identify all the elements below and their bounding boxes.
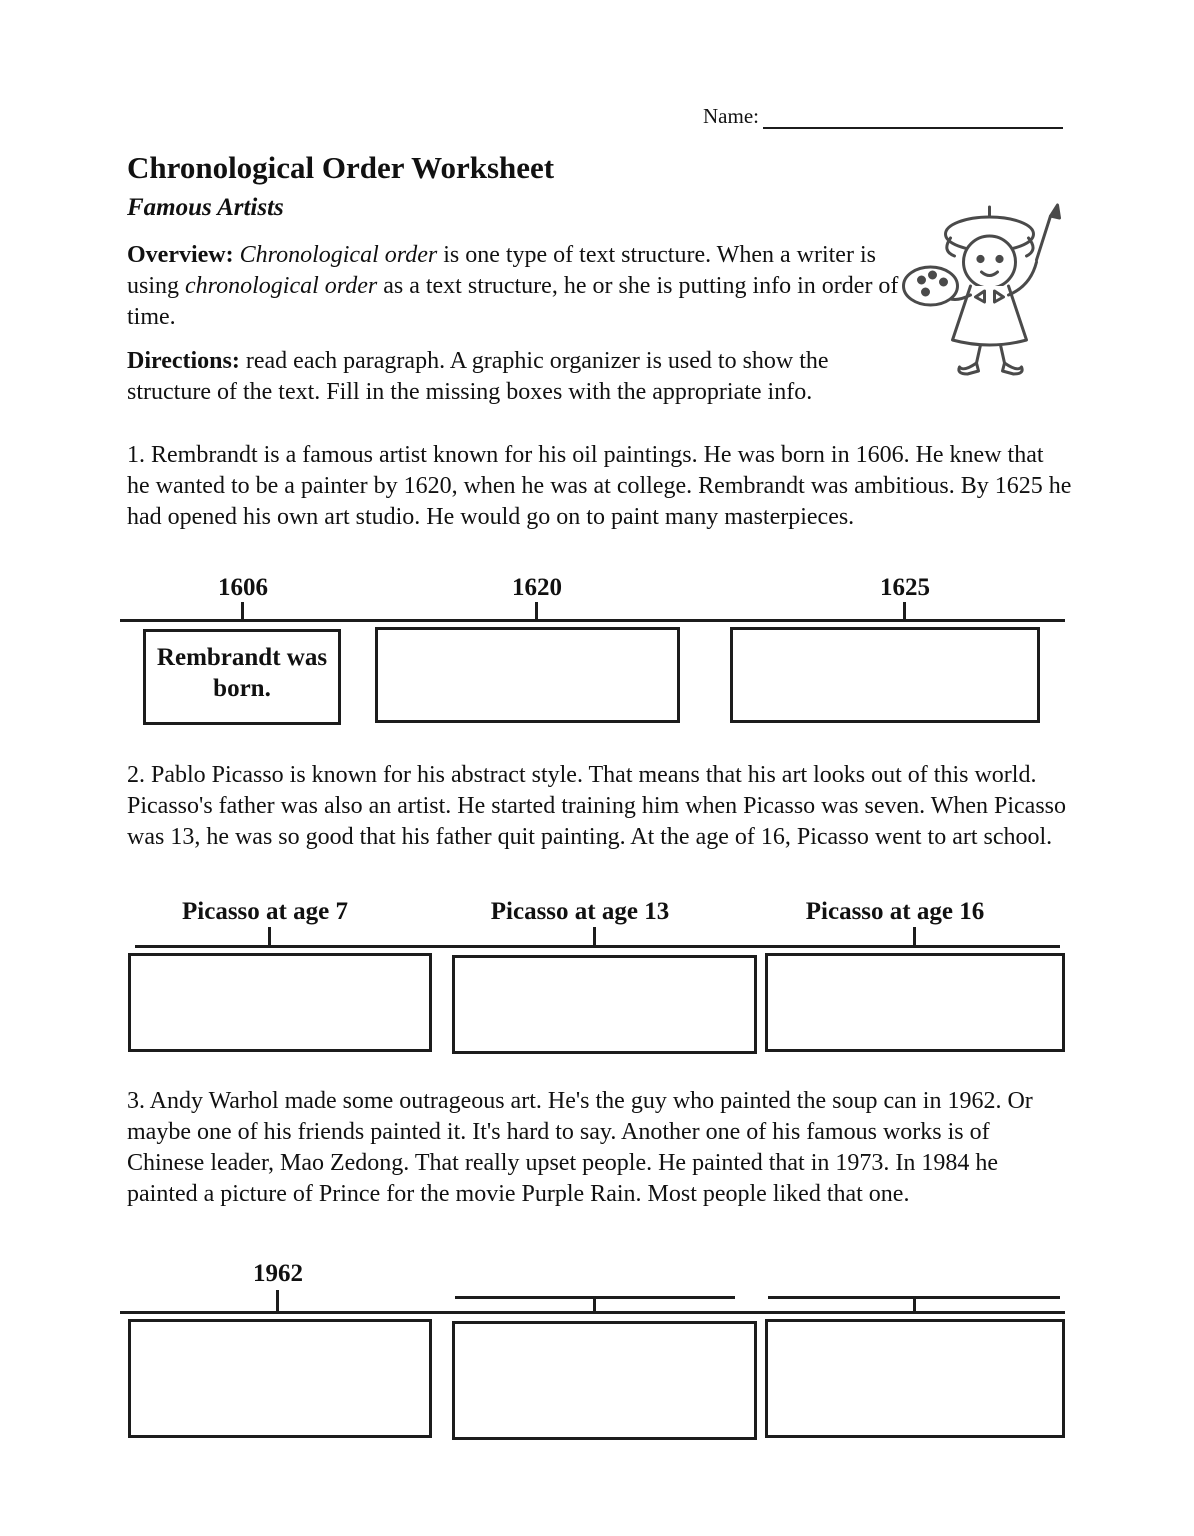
timeline-2-box-1-empty[interactable] — [128, 953, 432, 1052]
timeline-tick — [268, 927, 271, 945]
timeline-tick — [913, 1296, 916, 1311]
timeline-2-label-2: Picasso at age 13 — [490, 898, 670, 925]
timeline-1-box-2-empty[interactable] — [375, 627, 680, 723]
overview-italic-term-2: chronological order — [185, 273, 378, 299]
name-label: Name: — [703, 104, 759, 128]
timeline-2-box-3-empty[interactable] — [765, 953, 1065, 1052]
directions-label: Directions: — [127, 348, 240, 374]
timeline-3 — [0, 1258, 1194, 1468]
timeline-axis — [120, 619, 1065, 622]
timeline-tick — [593, 927, 596, 945]
timeline-tick — [913, 927, 916, 945]
timeline-2-label-3: Picasso at age 16 — [805, 898, 985, 925]
timeline-3-box-2-empty[interactable] — [452, 1321, 757, 1440]
page-title: Chronological Order Worksheet — [127, 150, 555, 185]
overview-text-1: is one type of text structure. When a writer is using — [127, 242, 876, 299]
timeline-axis — [120, 1311, 1065, 1314]
timeline-2 — [0, 895, 1194, 1070]
timeline-axis — [135, 945, 1060, 948]
artist-clipart — [890, 198, 1095, 398]
directions-text: read each paragraph. A graphic organizer is used to show the structure of the text. Fill in the missing boxes with the appropriate info. — [127, 348, 829, 405]
overview-italic-term-1: Chronological order — [239, 242, 438, 268]
timeline-1-label-2: 1620 — [512, 574, 562, 601]
timeline-1-box-1: Rembrandt was born. — [143, 629, 341, 725]
timeline-2-box-2-empty[interactable] — [452, 955, 757, 1054]
overview-text-2: as a text structure, he or she is putting info in order of time. — [127, 273, 899, 330]
artist-kid-icon — [890, 198, 1095, 398]
timeline-tick — [276, 1290, 279, 1311]
name-blank-line[interactable] — [763, 107, 1063, 129]
directions-paragraph — [127, 346, 912, 408]
timeline-1 — [0, 572, 1194, 742]
timeline-tick — [593, 1296, 596, 1311]
timeline-3-box-1-empty[interactable] — [128, 1319, 432, 1438]
page-subtitle: Famous Artists — [127, 194, 284, 221]
timeline-1-label-1: 1606 — [218, 574, 268, 601]
paragraph-1: 1. Rembrandt is a famous artist known for his oil paintings. He was born in 1606. He knew that he wanted to be a painter by 1620, when he was at college. Rembrandt was ambitious. By 1625 he had opened his own art studio. He would go on to paint many masterpieces. — [127, 442, 1072, 530]
timeline-3-box-3-empty[interactable] — [765, 1319, 1065, 1438]
name-row — [703, 104, 1083, 129]
paragraph-3: 3. Andy Warhol made some outrageous art. He's the guy who painted the soup can in 1962. Or maybe one of his friends painted it. It's hard to say. Another one of his famous works is of Chinese leader, Mao Zedong. That really upset people. He painted that in 1973. In 1984 he painted a picture of Prince for the movie Purple Rain. Most people liked that one. — [127, 1088, 1033, 1207]
timeline-1-label-3: 1625 — [880, 574, 930, 601]
paragraph-2: 2. Pablo Picasso is known for his abstract style. That means that his art looks out of this world. Picasso's father was also an artist. He started training him when Picasso was seven. When Picasso was 13, he was so good that his father quit painting. At the age of 16, Picasso went to art school. — [127, 762, 1067, 850]
timeline-3-label-1: 1962 — [253, 1260, 303, 1287]
timeline-1-box-3-empty[interactable] — [730, 627, 1040, 723]
overview-label: Overview: — [127, 242, 234, 268]
overview-paragraph — [127, 240, 912, 333]
timeline-2-label-1: Picasso at age 7 — [182, 898, 348, 925]
